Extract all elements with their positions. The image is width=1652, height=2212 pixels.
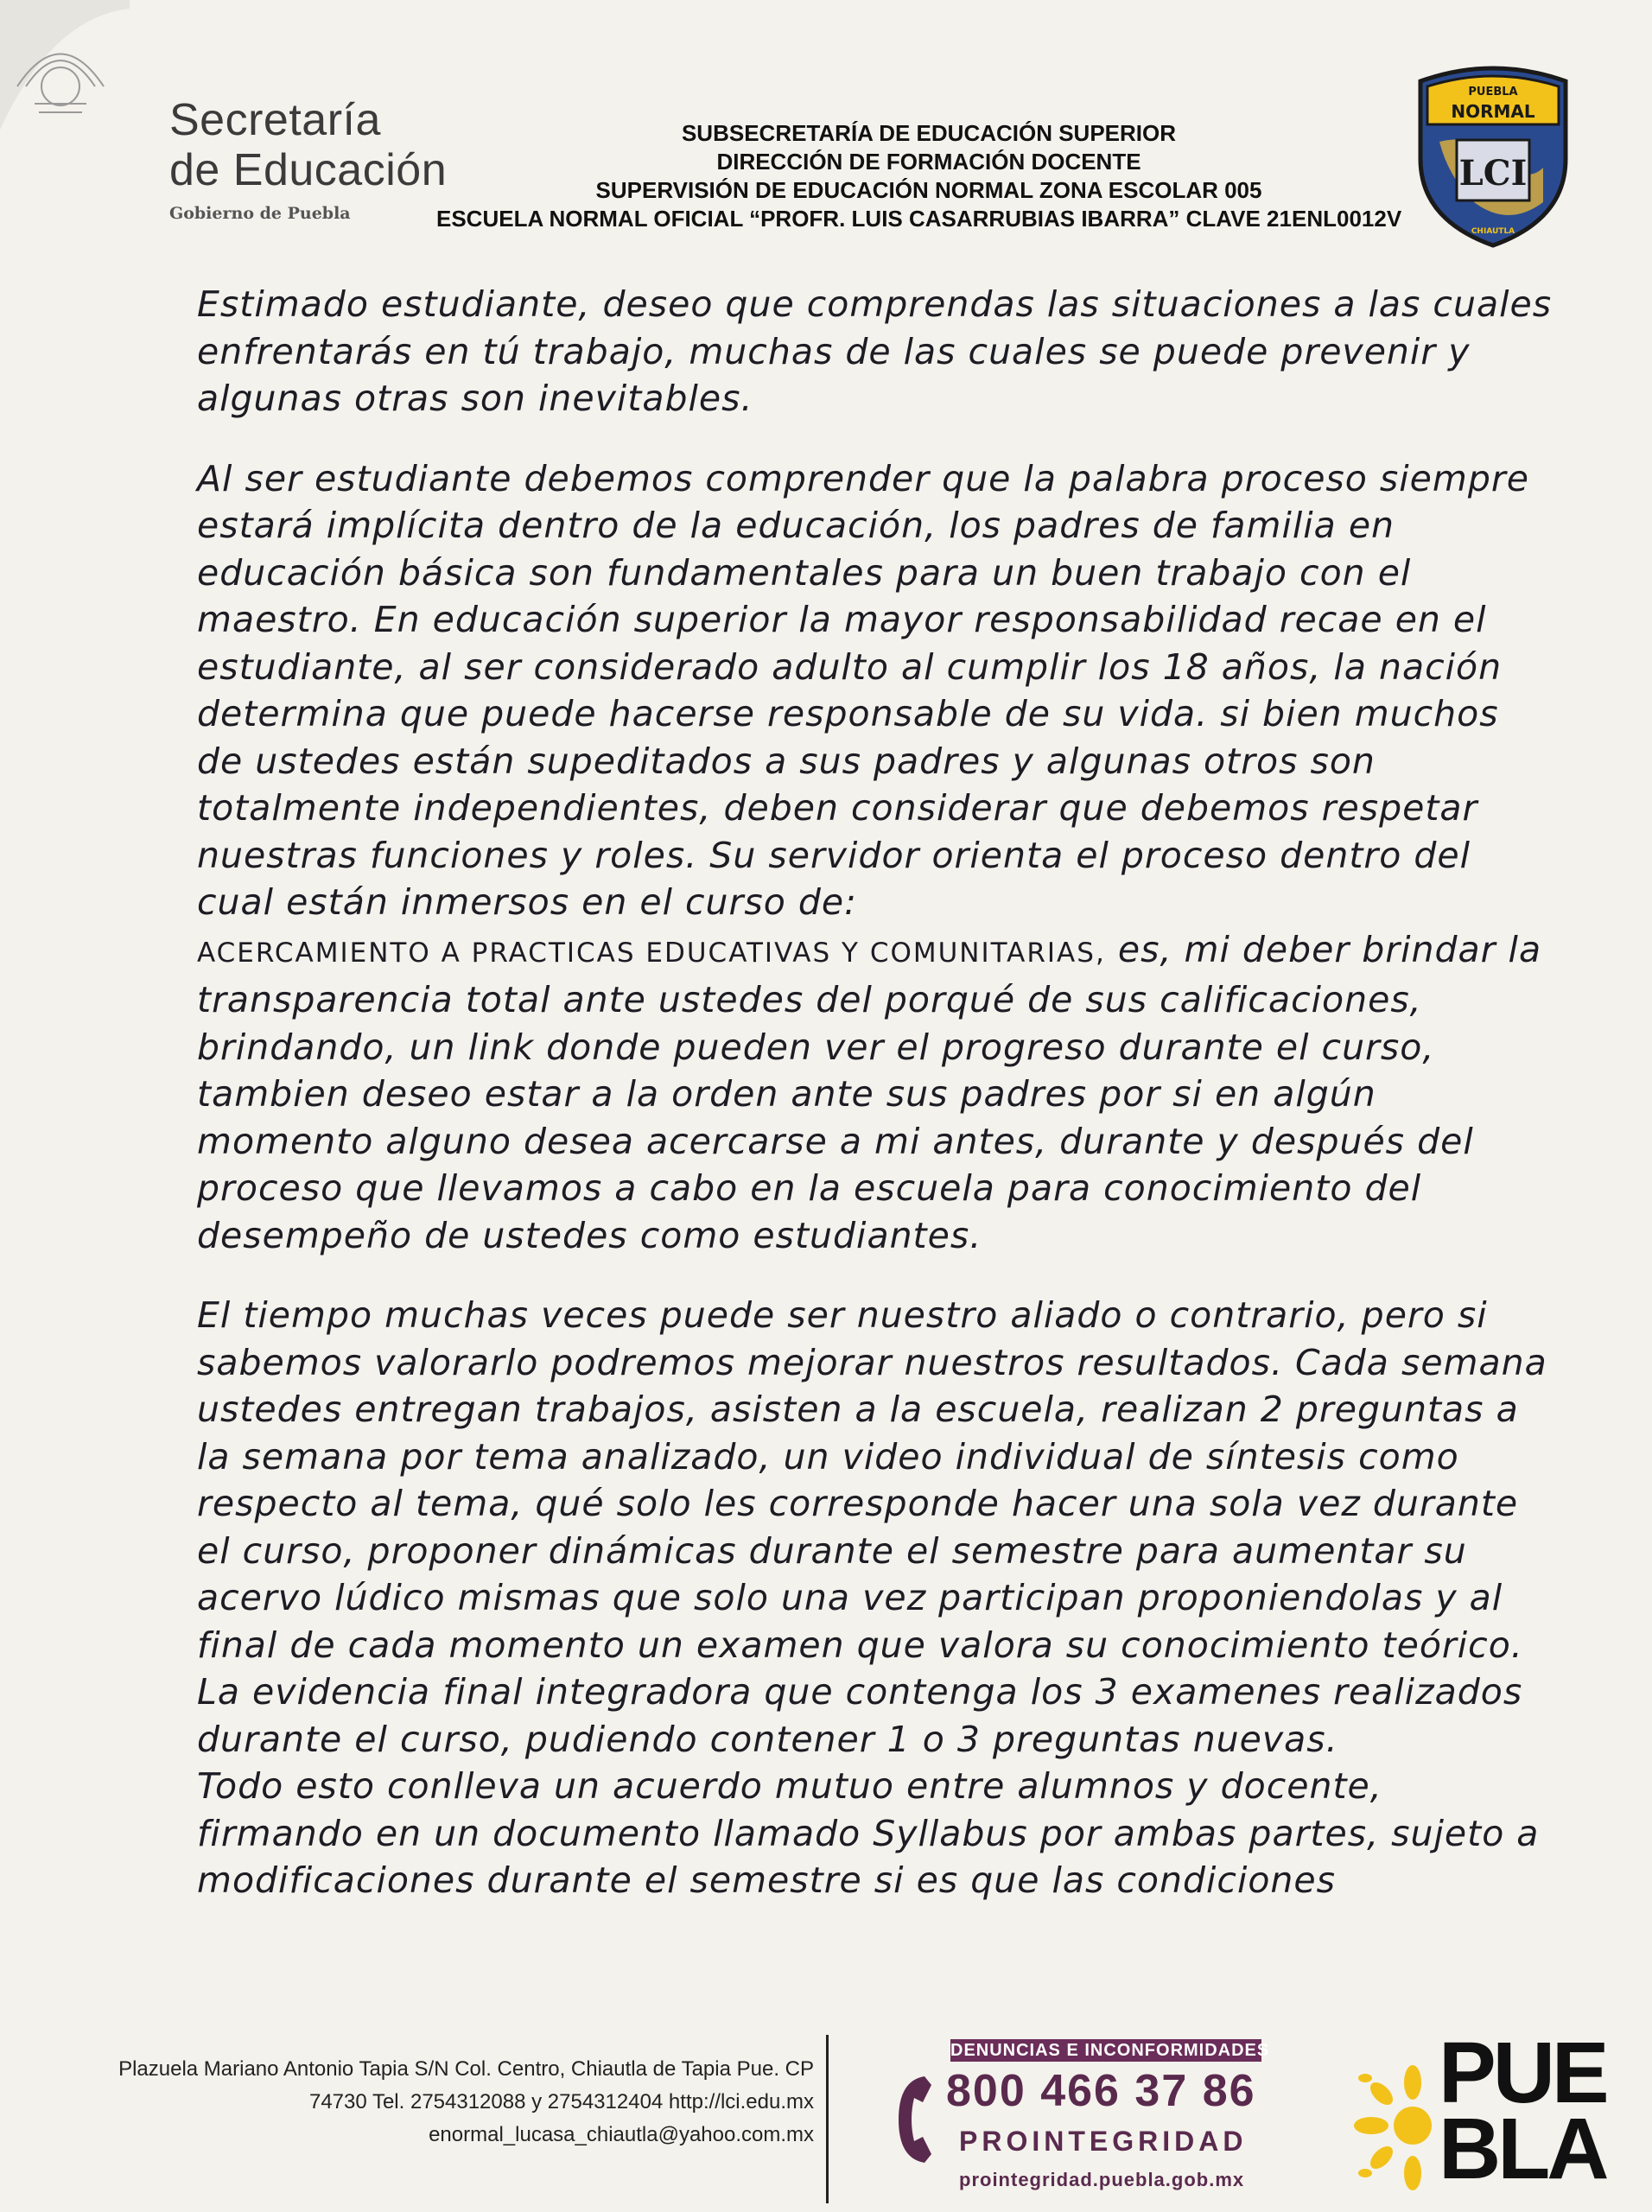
school-crest-icon xyxy=(1414,64,1573,249)
letter-paragraph-3: El tiempo muchas veces puede ser nuestro aliado o contrario, pero si sabemos valorarlo podremos mejorar nuestros resultados. Cada semana ustedes entregan trabajos, asisten a la escuela, realizan 2 preguntas a la semana por tema analizado, un video individual de síntesis como respecto al tema, qué solo les corresponde hacer una sola vez durante el curso, proponer dinámicas durante el semestre para aumentar su acervo lúdico mismas que solo una vez participan proponiendolas y al final de cada momento un examen que valora su conocimiento teórico. La evidencia final integradora que contenga los 3 examenes realizados durante el curso, pudiendo contener 1 o 3 preguntas nuevas. xyxy=(197,1294,1547,1760)
letter-paragraph-1: Estimado estudiante, deseo que comprendas las situaciones a las cuales enfrentarás en tú trabajo, muchas de las cuales se puede prevenir y algunas otras son inevitables. xyxy=(197,283,1553,419)
handwritten-letter xyxy=(197,281,1554,1904)
secretaria-logo xyxy=(169,95,480,223)
letter-paragraph-2-part-b: es, mi deber brindar la transparencia total ante ustedes del porqué de sus calificaciones, brindando, un link donde pueden ver el progreso durante el curso, tambien deseo estar a la orden ante sus padres por si en algún momento alguno desea acercarse a mi antes, durante y después del proceso que llevamos a cabo en la escuela para conocimiento del desempeño de ustedes como estudiantes. xyxy=(197,928,1542,1256)
footer-divider xyxy=(826,2035,829,2203)
logo-line-2: de Educación xyxy=(169,145,448,195)
phone-icon xyxy=(890,2072,942,2167)
logo-line-1: Secretaría xyxy=(169,95,381,145)
course-name: ACERCAMIENTO A PRACTICAS EDUCATIVAS Y COMUNITARIAS, xyxy=(197,937,1106,969)
footer-address xyxy=(54,2053,814,2152)
puebla-wordmark xyxy=(1439,2024,1606,2197)
puebla-line-1: PUE xyxy=(1439,2024,1606,2121)
prointegridad-block xyxy=(890,2039,1270,2212)
address-line-3: enormal_lucasa_chiautla@yahoo.com.mx xyxy=(429,2123,814,2146)
letter-paragraph-2-part-a: Al ser estudiante debemos comprender que la palabra proceso siempre estará implícita dentro de la educación, los padres de familia en educación básica son fundamentales para un buen trabajo con el maestro. En educación superior la mayor responsabilidad recae en el estudiante, al ser considerado adulto al cumplir los 18 años, la nación determina que puede hacerse responsable de su vida. si bien muchos de ustedes están supeditados a sus padres y algunas otros son totalmente independientes, deben considerar que debemos respetar nuestras funciones y roles. Su servidor orienta el proceso dentro del cual están inmersos en el curso de: xyxy=(197,457,1529,923)
header-line-subsecretaria: SUBSECRETARÍA DE EDUCACIÓN SUPERIOR xyxy=(681,120,1177,146)
letter-paragraph-2 xyxy=(197,455,1554,1260)
logo-line-3: Gobierno de Puebla xyxy=(169,204,351,223)
puebla-line-2: BLA xyxy=(1439,2101,1606,2197)
crest-bottom-text: CHIAUTLA xyxy=(1471,227,1515,236)
crest-middle-text: NORMAL xyxy=(1451,101,1535,122)
denuncias-banner: DENUNCIAS E INCONFORMIDADES xyxy=(950,2041,1270,2060)
header-line-escuela: ESCUELA NORMAL OFICIAL “PROFR. LUIS CASARRUBIAS IBARRA” CLAVE 21ENL0012V xyxy=(436,206,1402,232)
crest-initials: LCI xyxy=(1458,153,1528,194)
crest-top-text: PUEBLA xyxy=(1468,86,1518,99)
puebla-sun-icon xyxy=(1352,2052,1447,2199)
header-line-direccion: DIRECCIÓN DE FORMACIÓN DOCENTE xyxy=(716,149,1141,175)
corner-seal-icon xyxy=(0,0,130,130)
letter-paragraph-4: Todo esto conlleva un acuerdo mutuo entre alumnos y docente, firmando en un documento llamado Syllabus por ambas partes, sujeto a modificaciones durante el semestre si es que las condiciones xyxy=(197,1765,1540,1901)
prointegridad-url: prointegridad.puebla.gob.mx xyxy=(959,2169,1245,2190)
institution-header xyxy=(436,119,1421,233)
puebla-logo xyxy=(1352,2024,1629,2208)
denuncias-phone: 800 466 37 86 xyxy=(946,2066,1256,2116)
header-line-supervision: SUPERVISIÓN DE EDUCACIÓN NORMAL ZONA ESCOLAR 005 xyxy=(595,177,1262,203)
prointegridad-label: PROINTEGRIDAD xyxy=(959,2126,1248,2157)
address-line-1: Plazuela Mariano Antonio Tapia S/N Col. Centro, Chiautla de Tapia Pue. CP xyxy=(118,2057,814,2081)
address-line-2: 74730 Tel. 2754312088 y 2754312404 http://lci.edu.mx xyxy=(308,2090,814,2113)
